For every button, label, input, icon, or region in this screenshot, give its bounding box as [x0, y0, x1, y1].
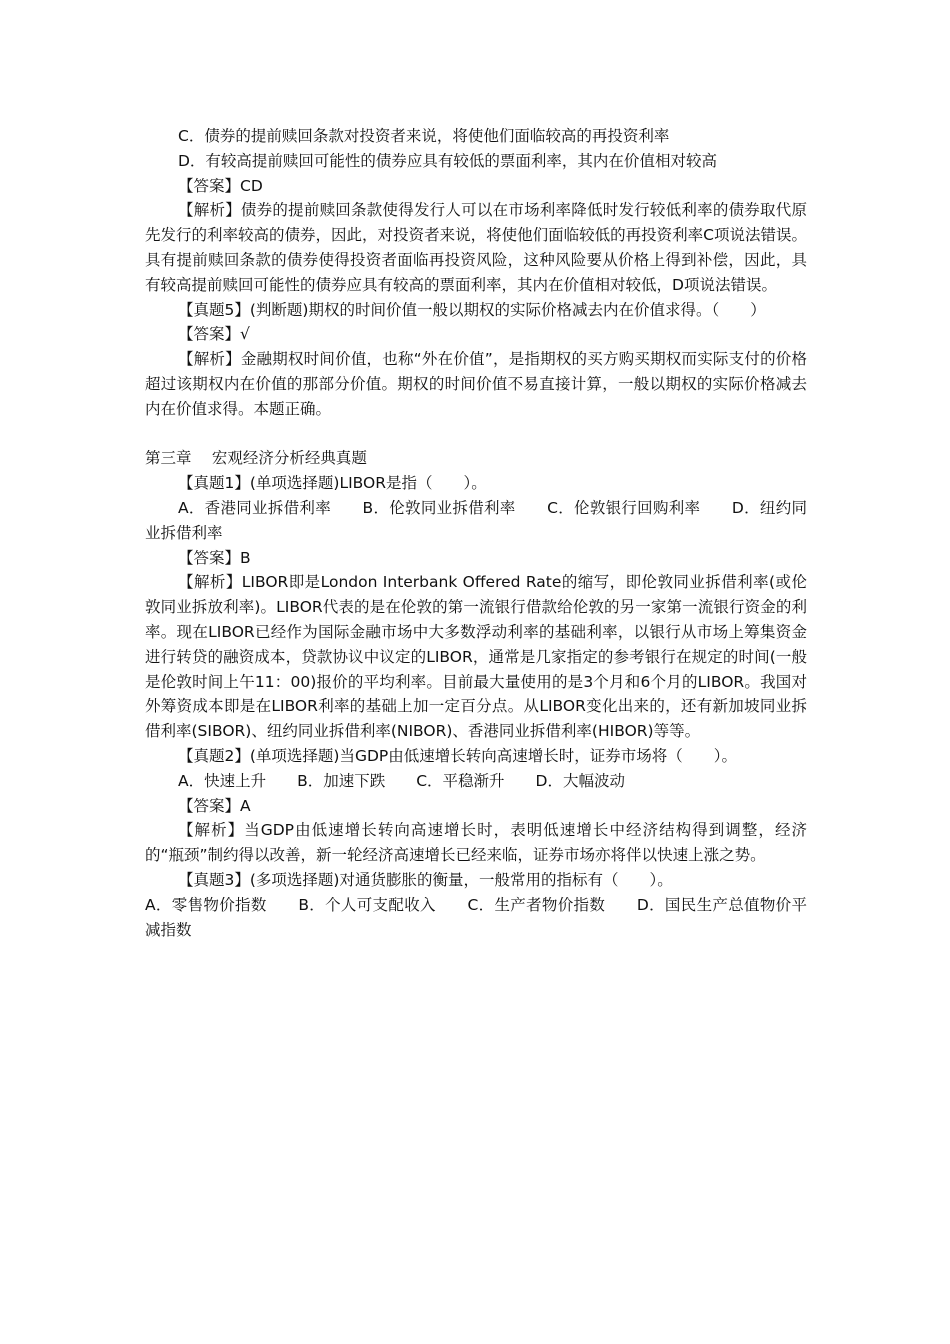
answer-5: 【答案】√ [178, 325, 250, 344]
document-page [145, 124, 807, 942]
ch3-q2-options: A．快速上升 B．加速下跌 C．平稳渐升 D．大幅波动 [178, 771, 625, 790]
ch3-q1-options: A．香港同业拆借利率 B．伦敦同业拆借利率 C．伦敦银行回购利率 D．纽约同业拆借利率 [145, 498, 807, 542]
option-d: D．有较高提前赎回可能性的债券应具有较低的票面利率，其内在价值相对较高 [178, 151, 717, 170]
ch3-answer-1: 【答案】B [178, 548, 251, 567]
option-c: C．债券的提前赎回条款对投资者来说，将使他们面临较高的再投资利率 [178, 127, 670, 145]
ch3-question-1: 【真题1】(单项选择题)LIBOR是指（ ）。 [178, 474, 487, 493]
ch3-analysis-2: 【解析】当GDP由低速增长转向高速增长时，表明低速增长中经济结构得到调整，经济的“瓶颈”制约得以改善，新一轮经济高速增长已经来临，证券市场亦将伴以快速上涨之势。 [145, 821, 807, 865]
ch3-question-2: 【真题2】(单项选择题)当GDP由低速增长转向高速增长时，证券市场将（ ）。 [178, 746, 738, 765]
ch3-answer-2: 【答案】A [178, 796, 251, 815]
question-5: 【真题5】(判断题)期权的时间价值一般以期权的实际价格减去内在价值求得。（ ） [178, 300, 766, 319]
chapter-heading: 第三章 宏观经济分析经典真题 [145, 449, 367, 468]
ch3-q3-options: A．零售物价指数 B．个人可支配收入 C．生产者物价指数 D．国民生产总值物价平减指数 [145, 895, 807, 939]
ch3-question-3: 【真题3】(多项选择题)对通货膨胀的衡量，一般常用的指标有（ ）。 [178, 870, 673, 889]
ch3-analysis-1: 【解析】LIBOR即是London Interbank Offered Rate的缩写，即伦敦同业拆借利率(或伦敦同业拆放利率)。LIBOR代表的是在伦敦的第一流银行借款给伦敦的另一家第一流银行资金的利率。现在LIBOR已经作为国际金融市场中大多数浮动利率的基础利率，以银行从市场上筹集资金进行转贷的融资成本，贷款协议中议定的LIBOR，通常是几家指定的参考银行在规定的时间(一般是伦敦时间上午11：00)报价的平均利率。目前最大量使用的是3个月和6个月的LIBOR。我国对外筹资成本即是在LIBOR利率的基础上加一定百分点。从LIBOR变化出来的，还有新加坡同业拆借利率(SIBOR)、纽约同业拆借利率(NIBOR)、香港同业拆借利率(HIBOR)等等。 [145, 573, 807, 741]
analysis-5: 【解析】金融期权时间价值，也称“外在价值”，是指期权的买方购买期权而实际支付的价格超过该期权内在价值的那部分价值。期权的时间价值不易直接计算，一般以期权的实际价格减去内在价值求得。本题正确。 [145, 350, 807, 418]
analysis-4: 【解析】债券的提前赎回条款使得发行人可以在市场利率降低时发行较低利率的债券取代原先发行的利率较高的债券，因此，对投资者来说，将使他们面临较低的再投资利率C项说法错误。具有提前赎回条款的债券使得投资者面临再投资风险，这种风险要从价格上得到补偿，因此，具有较高提前赎回可能性的债券应具有较高的票面利率，其内在价值相对较低，D项说法错误。 [145, 201, 807, 294]
spacer [145, 422, 807, 447]
answer-4: 【答案】CD [178, 176, 263, 195]
